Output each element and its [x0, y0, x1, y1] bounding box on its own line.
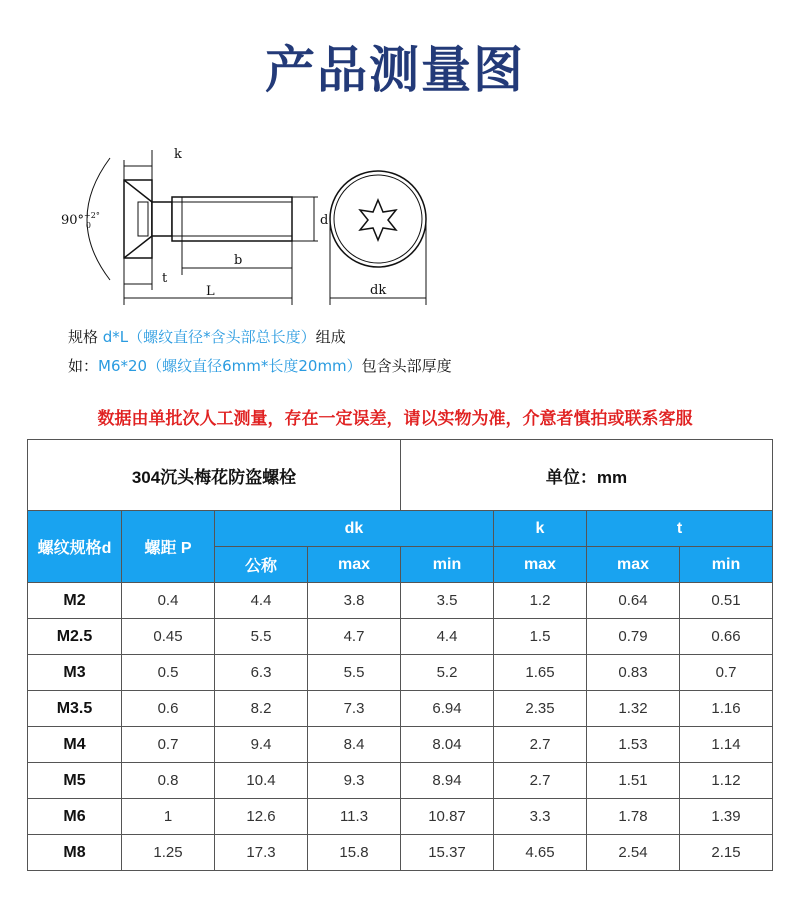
cell-dk-nominal: 6.3 [215, 655, 308, 691]
cell-k-max: 1.2 [494, 583, 587, 619]
table-row [28, 619, 773, 655]
cell-k-max: 4.65 [494, 835, 587, 871]
label-d: d [320, 213, 329, 228]
cell-k-max: 1.5 [494, 619, 587, 655]
label-L: L [206, 284, 215, 299]
table-title: 304沉头梅花防盗螺栓 [28, 440, 401, 511]
cell-dk-nominal: 5.5 [215, 619, 308, 655]
cell-dk-min: 4.4 [401, 619, 494, 655]
table-row [28, 799, 773, 835]
header-t: t [587, 511, 773, 547]
table-unit: 单位：mm [401, 440, 773, 511]
cell-dk-min: 8.04 [401, 727, 494, 763]
cell-t-max: 1.51 [587, 763, 680, 799]
cell-dk-nominal: 17.3 [215, 835, 308, 871]
screw-diagram [56, 140, 446, 310]
header-k: k [494, 511, 587, 547]
cell-size: M3.5 [28, 691, 122, 727]
cell-dk-nominal: 12.6 [215, 799, 308, 835]
cell-pitch: 1.25 [122, 835, 215, 871]
cell-size: M5 [28, 763, 122, 799]
cell-t-min: 1.39 [680, 799, 773, 835]
label-k: k [174, 147, 182, 162]
header-t-max: max [587, 547, 680, 583]
cell-pitch: 0.7 [122, 727, 215, 763]
cell-k-max: 2.7 [494, 763, 587, 799]
cell-dk-min: 15.37 [401, 835, 494, 871]
cell-k-max: 2.35 [494, 691, 587, 727]
spec-description: 规格 d*L（螺纹直径*含头部总长度）组成 [68, 328, 346, 346]
cell-dk-nominal: 10.4 [215, 763, 308, 799]
cell-k-max: 2.7 [494, 727, 587, 763]
cell-dk-min: 6.94 [401, 691, 494, 727]
header-t-min: min [680, 547, 773, 583]
cell-pitch: 1 [122, 799, 215, 835]
cell-dk-max: 4.7 [308, 619, 401, 655]
cell-t-min: 2.15 [680, 835, 773, 871]
cell-t-min: 1.16 [680, 691, 773, 727]
header-pitch: 螺距 P [122, 511, 215, 583]
cell-dk-min: 3.5 [401, 583, 494, 619]
measurement-warning: 数据由单批次人工测量，存在一定误差，请以实物为准，介意者慎拍或联系客服 [97, 409, 693, 429]
cell-dk-max: 8.4 [308, 727, 401, 763]
cell-t-max: 0.64 [587, 583, 680, 619]
cell-t-max: 2.54 [587, 835, 680, 871]
dimension-table [27, 439, 773, 871]
header-dk-nominal: 公称 [215, 547, 308, 583]
cell-dk-max: 3.8 [308, 583, 401, 619]
cell-t-min: 0.66 [680, 619, 773, 655]
cell-size: M2 [28, 583, 122, 619]
cell-size: M6 [28, 799, 122, 835]
header-dk-min: min [401, 547, 494, 583]
table-row [28, 691, 773, 727]
page-title: 产品测量图 [265, 41, 525, 99]
cell-dk-max: 9.3 [308, 763, 401, 799]
label-t: t [162, 271, 168, 286]
cell-size: M8 [28, 835, 122, 871]
table-row [28, 835, 773, 871]
label-angle: 90°$^{+2^\circ}$ 0 [61, 211, 100, 230]
cell-pitch: 0.4 [122, 583, 215, 619]
cell-t-min: 1.12 [680, 763, 773, 799]
cell-dk-max: 11.3 [308, 799, 401, 835]
cell-t-max: 0.79 [587, 619, 680, 655]
cell-size: M2.5 [28, 619, 122, 655]
cell-k-max: 3.3 [494, 799, 587, 835]
cell-dk-nominal: 8.2 [215, 691, 308, 727]
cell-dk-min: 8.94 [401, 763, 494, 799]
cell-dk-max: 7.3 [308, 691, 401, 727]
cell-t-max: 1.32 [587, 691, 680, 727]
label-dk: dk [370, 283, 387, 298]
label-b: b [234, 253, 243, 268]
table-row [28, 655, 773, 691]
cell-k-max: 1.65 [494, 655, 587, 691]
cell-pitch: 0.45 [122, 619, 215, 655]
table-row [28, 727, 773, 763]
cell-size: M4 [28, 727, 122, 763]
header-k-max: max [494, 547, 587, 583]
cell-dk-max: 15.8 [308, 835, 401, 871]
header-thread-size: 螺纹规格d [28, 511, 122, 583]
cell-dk-min: 5.2 [401, 655, 494, 691]
cell-dk-nominal: 9.4 [215, 727, 308, 763]
cell-t-min: 1.14 [680, 727, 773, 763]
cell-t-max: 0.83 [587, 655, 680, 691]
cell-t-min: 0.7 [680, 655, 773, 691]
table-row [28, 763, 773, 799]
cell-pitch: 0.6 [122, 691, 215, 727]
cell-pitch: 0.5 [122, 655, 215, 691]
table-row [28, 583, 773, 619]
cell-size: M3 [28, 655, 122, 691]
cell-t-min: 0.51 [680, 583, 773, 619]
cell-t-max: 1.53 [587, 727, 680, 763]
header-dk: dk [215, 511, 494, 547]
cell-dk-max: 5.5 [308, 655, 401, 691]
cell-pitch: 0.8 [122, 763, 215, 799]
cell-dk-min: 10.87 [401, 799, 494, 835]
header-dk-max: max [308, 547, 401, 583]
cell-dk-nominal: 4.4 [215, 583, 308, 619]
cell-t-max: 1.78 [587, 799, 680, 835]
spec-example: 如：M6*20（螺纹直径6mm*长度20mm）包含头部厚度 [68, 357, 452, 375]
